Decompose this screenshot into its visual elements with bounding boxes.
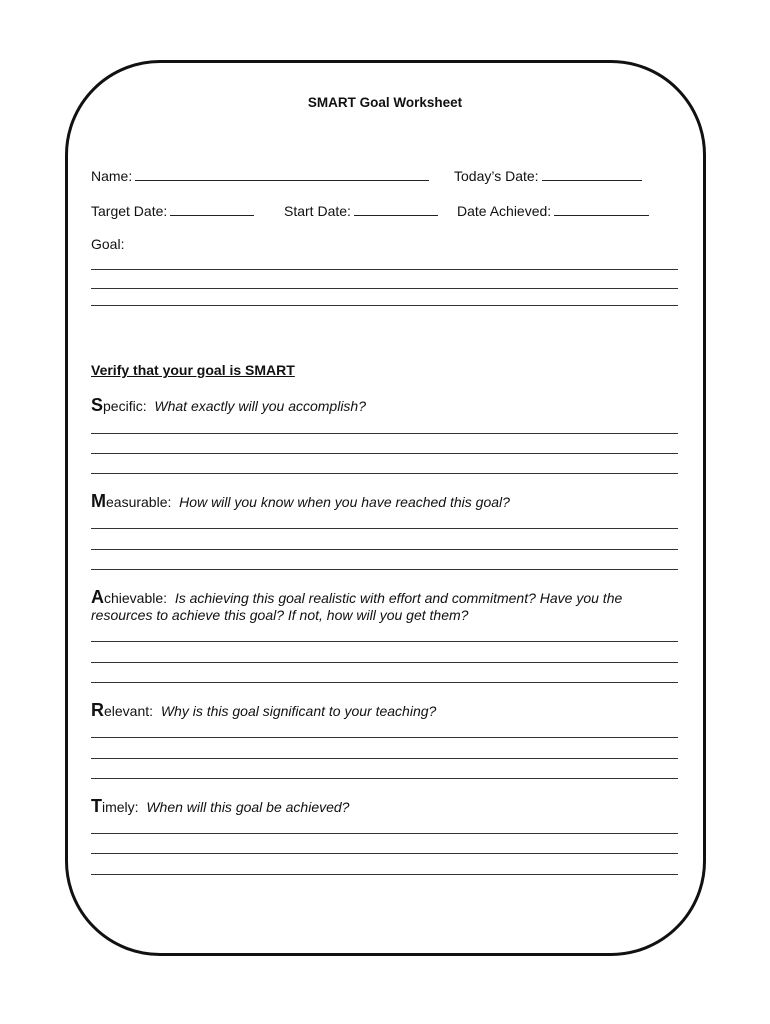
achievable-label: chievable:: [104, 590, 168, 606]
achievable-line[interactable]: [91, 641, 678, 642]
achievable-line[interactable]: [91, 662, 678, 663]
name-blank[interactable]: [135, 166, 429, 181]
date-achieved-label: Date Achieved:: [457, 203, 552, 219]
measurable-line[interactable]: [91, 569, 678, 570]
specific-label: pecific:: [103, 398, 147, 414]
page-title: SMART Goal Worksheet: [307, 95, 463, 110]
achievable-question: [91, 589, 681, 624]
name-label: Name:: [91, 168, 133, 184]
date-achieved-blank[interactable]: [554, 201, 649, 216]
timely-line[interactable]: [91, 853, 678, 854]
measurable-letter: M: [91, 491, 106, 511]
specific-prompt: What exactly will you accomplish?: [154, 398, 367, 414]
measurable-question: [91, 493, 681, 511]
relevant-line[interactable]: [91, 737, 678, 738]
timely-line[interactable]: [91, 874, 678, 875]
specific-letter: S: [91, 395, 104, 415]
measurable-prompt: How will you know when you have reached this goal?: [179, 494, 510, 510]
measurable-line[interactable]: [91, 549, 678, 550]
specific-line[interactable]: [91, 433, 678, 434]
specific-line[interactable]: [91, 473, 678, 474]
goal-label: Goal:: [91, 236, 125, 252]
timely-question: [91, 798, 681, 816]
achievable-prompt: Is achieving this goal realistic with effort and commitment? Have you the resources to achieve this goal? If not, how will you get them?: [91, 590, 623, 623]
timely-letter: T: [91, 796, 102, 816]
goal-line[interactable]: [91, 269, 678, 270]
section-heading: Verify that your goal is SMART: [91, 362, 295, 378]
start-date-field[interactable]: [284, 201, 438, 219]
measurable-line[interactable]: [91, 528, 678, 529]
start-date-blank[interactable]: [354, 201, 438, 216]
todays-date-label: Today’s Date:: [454, 168, 539, 184]
achievable-line[interactable]: [91, 682, 678, 683]
goal-line[interactable]: [91, 288, 678, 289]
relevant-line[interactable]: [91, 778, 678, 779]
achievable-letter: A: [91, 587, 104, 607]
relevant-prompt: Why is this goal significant to your teaching?: [160, 703, 437, 719]
goal-line[interactable]: [91, 305, 678, 306]
timely-prompt: When will this goal be achieved?: [146, 799, 350, 815]
todays-date-field[interactable]: [454, 166, 642, 184]
name-field[interactable]: [91, 166, 429, 184]
date-achieved-field[interactable]: [457, 201, 649, 219]
start-date-label: Start Date:: [284, 203, 351, 219]
relevant-line[interactable]: [91, 758, 678, 759]
todays-date-blank[interactable]: [542, 166, 642, 181]
target-date-label: Target Date:: [91, 203, 168, 219]
specific-line[interactable]: [91, 453, 678, 454]
relevant-label: elevant:: [104, 703, 154, 719]
target-date-blank[interactable]: [170, 201, 254, 216]
specific-question: [91, 397, 681, 415]
relevant-question: [91, 702, 681, 720]
target-date-field[interactable]: [91, 201, 254, 219]
timely-label: imely:: [102, 799, 139, 815]
relevant-letter: R: [91, 700, 104, 720]
measurable-label: easurable:: [106, 494, 172, 510]
timely-line[interactable]: [91, 833, 678, 834]
